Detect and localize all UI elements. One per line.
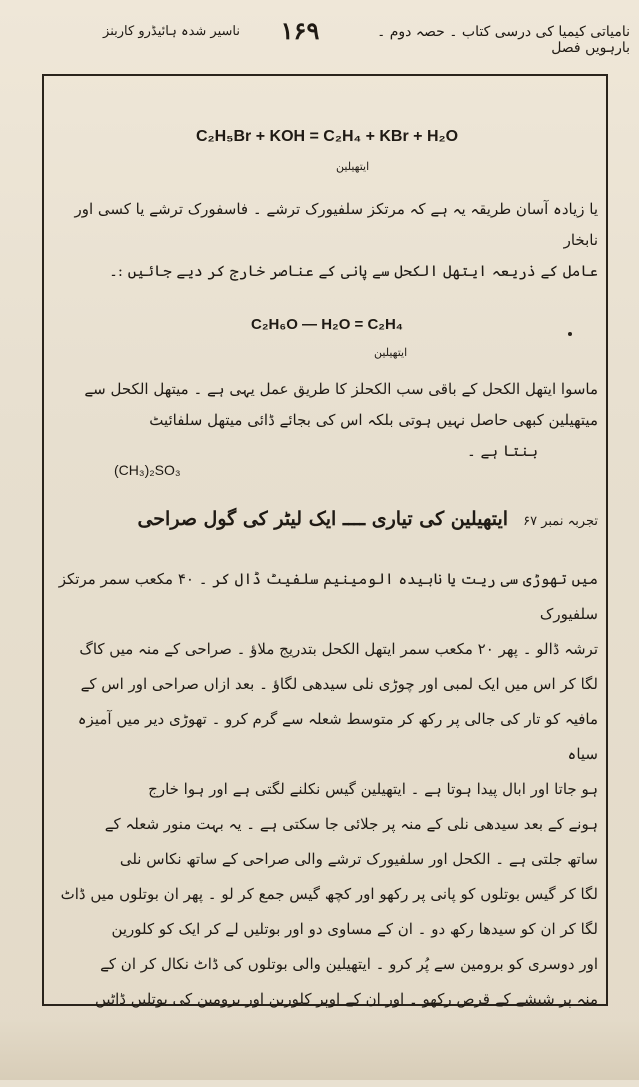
paragraph-1 [54, 194, 598, 287]
paragraph-3-line: لگا کر اس میں ایک لمبی اور چوڑی نلی سیدھی لگاؤ ۔ بعد ازاں صراحی اور اس کے [80, 675, 598, 693]
page-number: ۱۶۹ [280, 16, 320, 45]
paragraph-3-line: لگا کر گیس بوتلوں کو پانی پر رکھو اور کچھ گیس جمع کر لو ۔ پھر ان بوتلوں میں ڈاٹ [60, 885, 598, 903]
paragraph-2-line: بنتا ہے ۔ [466, 442, 538, 460]
paragraph-3-line: ہو جاتا اور ابال پیدا ہوتا ہے ۔ ایتھیلین گیس نکلنے لگتی ہے اور ہوا خارج [148, 780, 598, 798]
paragraph-3-line: ترشہ ڈالو ۔ پھر ۲۰ مکعب سمر ایتھل الکحل بتدریج ملاؤ ۔ صراحی کے منہ میں کاگ [79, 640, 598, 658]
paragraph-3-line: مافیہ کو تار کی جالی پر رکھ کر متوسط شعلہ سے گرم کرو ۔ تھوڑی دیر میں آمیزہ سیاہ [77, 710, 598, 763]
text-frame [42, 74, 608, 1006]
page-bottom-margin [0, 1020, 639, 1080]
experiment-title: ایتھیلین کی تیاری ــــ ایک لیٹر کی گول صراحی [137, 508, 509, 530]
paragraph-1-line: یا زیادہ آسان طریقہ یہ ہے کہ مرتکز سلفیورک ترشے ۔ فاسفورک ترشے یا کسی اور نابخار [74, 200, 598, 249]
paragraph-3-line: ساتھ جلتی ہے ۔ الکحل اور سلفیورک ترشے والی صراحی کے ساتھ نکاس نلی [119, 850, 598, 868]
paragraph-1-line: عامل کے ذریعہ ایتھل الکحل سے پانی کے عناصر خارج کر دیے جائیں :۔ [109, 262, 598, 280]
equation-1: C₂H₅Br + KOH = C₂H₄ + KBr + H₂O [195, 128, 459, 145]
paragraph-2-line: ماسوا ایتھل الکحل کے باقی سب الکحلز کا طریق عمل یہی ہے ۔ میتھل الکحل سے [84, 380, 598, 398]
equation-2: C₂H₆O — H₂O = C₂H₄ [251, 316, 403, 333]
paragraph-3-line: ہونے کے بعد سیدھی نلی کے منہ پر جلائی جا سکتی ہے ۔ یہ بہت منور شعلہ کے [104, 815, 598, 833]
paragraph-2 [54, 374, 598, 467]
paragraph-3 [54, 562, 598, 1087]
experiment-heading [54, 508, 598, 530]
paragraph-2-line: میتھیلین کبھی حاصل نہیں ہوتی بلکہ اس کی بجائے ڈائی میتھل سلفائیٹ [149, 411, 598, 429]
experiment-number: تجربہ نمبر ۶۷ [523, 514, 598, 529]
paragraph-3-line: اور دوسری کو برومین سے پُر کرو ۔ ایتھیلین والی بوتلوں کی ڈاٹ نکال کر ان کے [100, 955, 598, 973]
running-title: ناسیر شدہ ہائیڈرو کاربنز [103, 24, 240, 39]
sulfite-formula: (CH₃)₂SO₃ [114, 462, 181, 478]
paragraph-3-line: لگا کر ان کو سیدھا رکھ دو ۔ ان کے مساوی دو اور بوتلیں لے کر ایک کو کلورین [111, 920, 598, 938]
book-title: نامیاتی کیمیا کی درسی کتاب ۔ حصہ دوم ۔ بارہویں فصل [377, 24, 630, 56]
equation-2-label: ایتھیلین [374, 346, 408, 359]
bullet-dot [568, 332, 572, 336]
equation-1-label: ایتھیلین [336, 160, 370, 173]
paragraph-3-line: میں تھوڑی سی ریت یا نابیدہ الومینیم سلفیٹ ڈال کر ۔ ۴۰ مکعب سمر مرتکز سلفیورک [58, 570, 598, 623]
page-header [30, 14, 630, 54]
paragraph-3-line: منہ پر شیشے کے قرص رکھو ۔ اور ان کے اوپر کلورین اور برومین کی بوتلیں ڈاٹیں [95, 990, 598, 1008]
